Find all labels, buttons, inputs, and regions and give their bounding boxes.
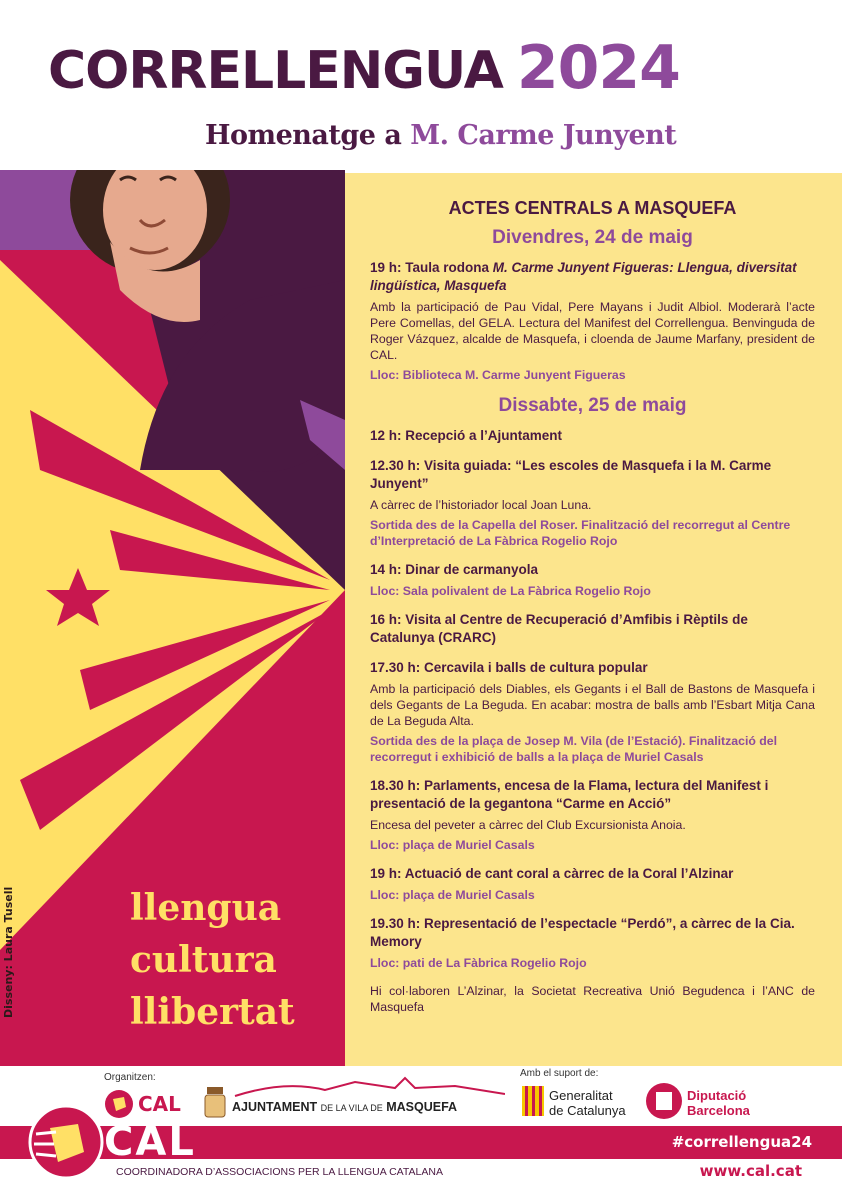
- cal-logo-icon: [28, 1104, 104, 1180]
- event-location: Sortida des de la plaça de Josep M. Vila (de l’Estació). Finalització del recorregut i exhibició de balls a la plaça de Muriel Casals: [370, 734, 778, 764]
- event-title: 19 h: Taula rodona M. Carme Junyent Figueras: Llengua, diversitat lingüística, Masquefa: [370, 260, 797, 293]
- organizers-label: Organitzen:: [104, 1072, 156, 1083]
- slogan-line: llibertat: [130, 991, 295, 1033]
- title-year: 2024: [516, 33, 680, 103]
- event-location: Lloc: pati de La Fàbrica Rogelio Rojo: [370, 956, 587, 970]
- event-title: 14 h: Dinar de carmanyola: [370, 562, 539, 577]
- day-heading: Dissabte, 25 de maig: [498, 395, 687, 416]
- design-credit: Disseny: Laura Tusell: [2, 886, 15, 1018]
- event-title: 17.30 h: Cercavila i balls de cultura popular: [370, 660, 648, 675]
- event-title: 12 h: Recepció a l’Ajuntament: [370, 428, 563, 443]
- program-heading: ACTES CENTRALS A MASQUEFA: [448, 198, 737, 218]
- subtitle-prefix: Homenatge a: [205, 120, 402, 151]
- title-text: CORRELLENGUA: [48, 41, 503, 101]
- subtitle-name: M. Carme Junyent: [410, 120, 677, 151]
- event-description: Amb la participació de Pau Vidal, Pere Mayans i Judit Albiol. Moderarà l’acte Pere Comellas, del GELA. Lectura del Manifest del Correllengua. Benvinguda de Roger Vázquez, alcalde de Masquefa, i cloenda de Jaume Marfany, president de CAL.: [370, 300, 815, 362]
- event-description: Amb la participació dels Diables, els Gegants i el Ball de Bastons de Masquefa i dels Gegants de La Beguda. En acabar: mostra de balls amb l’Esbart Mitja Cana de La Beguda Alta.: [370, 682, 815, 728]
- poster-title: [48, 33, 680, 103]
- event-description: Encesa del peveter a càrrec del Club Excursionista Anoia.: [370, 818, 686, 832]
- day-heading: Divendres, 24 de maig: [492, 227, 693, 248]
- event-location: Lloc: Biblioteca M. Carme Junyent Figueras: [370, 368, 626, 382]
- diputacio-logo: Diputació Barcelona: [687, 1088, 750, 1118]
- cal-small-text: CAL: [138, 1092, 181, 1116]
- event-title: 19 h: Actuació de cant coral a càrrec de la Coral l’Alzinar: [370, 866, 734, 881]
- hashtag: #correllengua24: [671, 1133, 812, 1151]
- generalitat-logo: Generalitat de Catalunya: [549, 1088, 626, 1118]
- masquefa-skyline-icon: [205, 1076, 505, 1100]
- event-location: Lloc: plaça de Muriel Casals: [370, 838, 535, 852]
- event-location: Lloc: Sala polivalent de La Fàbrica Rogelio Rojo: [370, 584, 651, 598]
- masquefa-crest-icon: [202, 1087, 228, 1119]
- poster-subtitle: [205, 120, 676, 151]
- collaborators-note: Hi col·laboren L’Alzinar, la Societat Recreativa Unió Begudenca i l’ANC de Masquefa: [370, 984, 815, 1014]
- event-title: 12.30 h: Visita guiada: “Les escoles de Masquefa i la M. Carme Junyent”: [370, 458, 772, 491]
- cal-small-logo-icon: [104, 1089, 134, 1119]
- event-title: 16 h: Visita al Centre de Recuperació d’Amfibis i Rèptils de Catalunya (CRARC): [370, 612, 748, 645]
- cal-full-name: COORDINADORA D’ASSOCIACIONS PER LA LLENGUA CATALANA: [116, 1166, 443, 1178]
- ajuntament-masquefa: AJUNTAMENT DE LA VILA DE MASQUEFA: [232, 1100, 458, 1114]
- website-link[interactable]: www.cal.cat: [699, 1162, 802, 1180]
- event-location: Lloc: plaça de Muriel Casals: [370, 888, 535, 902]
- diputacio-emblem-icon: [645, 1082, 683, 1120]
- support-label: Amb el suport de:: [520, 1068, 599, 1079]
- event-title: 19.30 h: Representació de l’espectacle “Perdó”, a càrrec de la Cia. Memory: [370, 916, 795, 949]
- slogan-line: llengua: [130, 887, 282, 929]
- event-location: Sortida des de la Capella del Roser. Finalització del recorregut al Centre d’Interpretació de La Fàbrica Rogelio Rojo: [370, 518, 791, 548]
- event-description: A càrrec de l’historiador local Joan Luna.: [370, 498, 592, 512]
- generalitat-flag-icon: [522, 1086, 544, 1116]
- program-content: [370, 192, 815, 1019]
- slogan-line: cultura: [130, 939, 277, 981]
- event-title: 18.30 h: Parlaments, encesa de la Flama, lectura del Manifest i presentació de la gegantona “Carme en Acció”: [370, 778, 769, 811]
- slogan: [130, 882, 295, 1038]
- cal-big-text: CAL: [104, 1119, 196, 1165]
